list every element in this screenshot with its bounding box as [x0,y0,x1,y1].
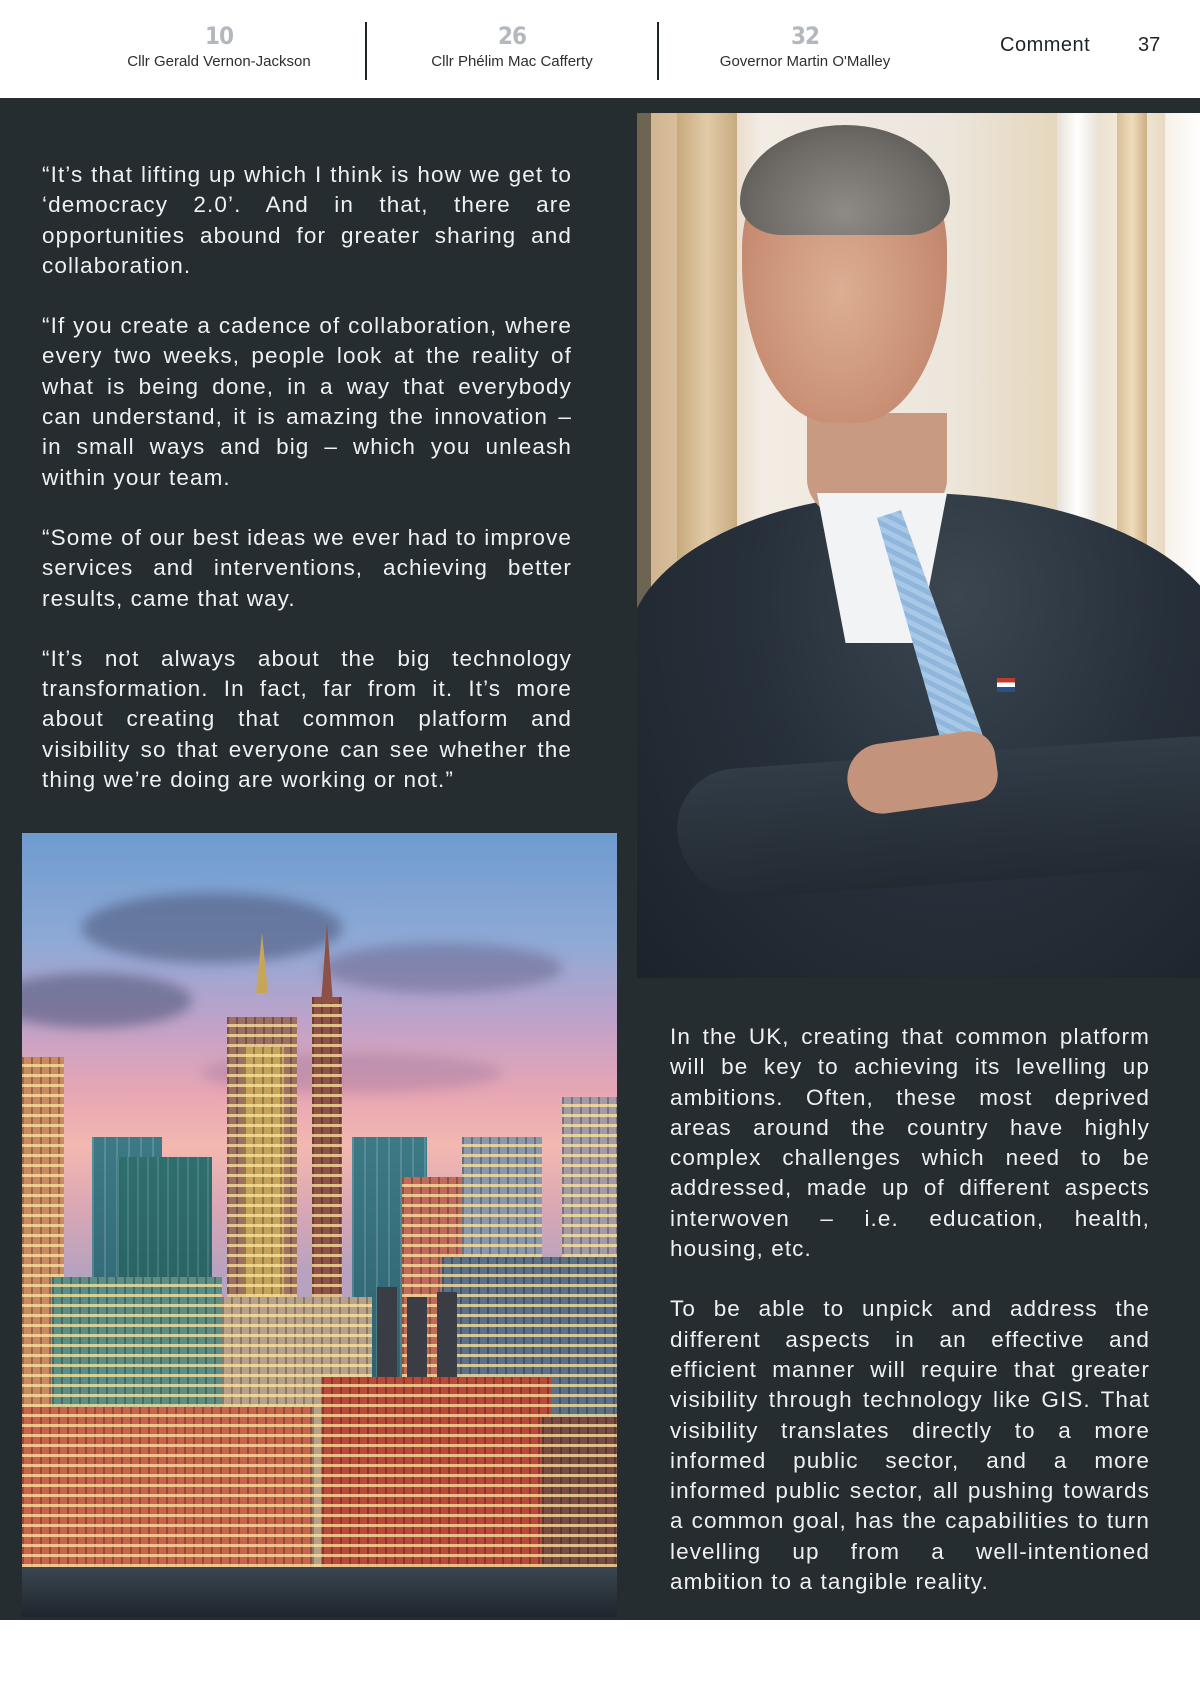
waterfront [22,1567,617,1617]
nav-page-number: 10 [204,22,234,50]
nav-link-vernon-jackson[interactable] [98,22,340,72]
section-label: Comment [1000,34,1091,56]
cloud [82,893,342,963]
page-number: 37 [1138,34,1161,56]
nav-link-omalley[interactable] [684,22,926,72]
portrait-photo [637,113,1200,978]
cloud [22,973,192,1028]
tower-spire [256,933,268,993]
quote-paragraph: “It’s that lifting up which I think is how we get to ‘democracy 2.0’. And in that, there are opportunities abound for greater sharing and collaboration. [42,162,572,278]
body-paragraph: To be able to unpick and address the different aspects in an effective and efficient manner will require that greater visibility through technology like GIS. That visibility translates directly to a more informed public sector, and a more informed public sector, all pushing towards a common goal, has the capabilities to turn levelling up from a well-intentioned ambition to a tangible reality. [670,1296,1150,1595]
body-paragraph: In the UK, creating that common platform will be key to achieving its levelling up ambitions. Often, these most deprived areas around the country have highly complex challenges which need to be addressed, made up of different aspects interwoven – i.e. education, health, housing, etc. [670,1024,1150,1262]
city-skyline-photo [22,833,617,1617]
page-footer-margin [0,1620,1200,1696]
quote-paragraph: “It’s not always about the big technology transformation. In fact, far from it. It’s more about creating that common platform and visibility so that everyone can see whether the thing we’re doing are working or not.” [42,645,572,793]
quote-column [42,160,572,825]
flag-pin [997,678,1015,692]
tower-spire [321,923,333,1003]
quote-paragraph: “If you create a cadence of collaboration, where every two weeks, people look at the reality of what is being done, in a way that everybody can understand, it is amazing the innovation – in small ways and big – which you unleash within your team. [42,313,572,490]
nav-author-name: Cllr Gerald Vernon-Jackson [127,53,311,70]
quote-paragraph: “Some of our best ideas we ever had to improve services and interventions, achieving better results, came that way. [42,524,572,611]
nav-divider [657,22,659,80]
nav-divider [365,22,367,80]
nav-page-number: 26 [497,22,527,50]
nav-author-name: Governor Martin O'Malley [719,53,891,70]
body-column [670,1022,1150,1627]
nav-link-mac-cafferty[interactable] [390,22,634,72]
page-header [0,0,1200,98]
nav-page-number: 32 [790,22,820,50]
cloud [322,943,562,993]
nav-author-name: Cllr Phélim Mac Cafferty [431,53,593,70]
hair [740,125,950,235]
